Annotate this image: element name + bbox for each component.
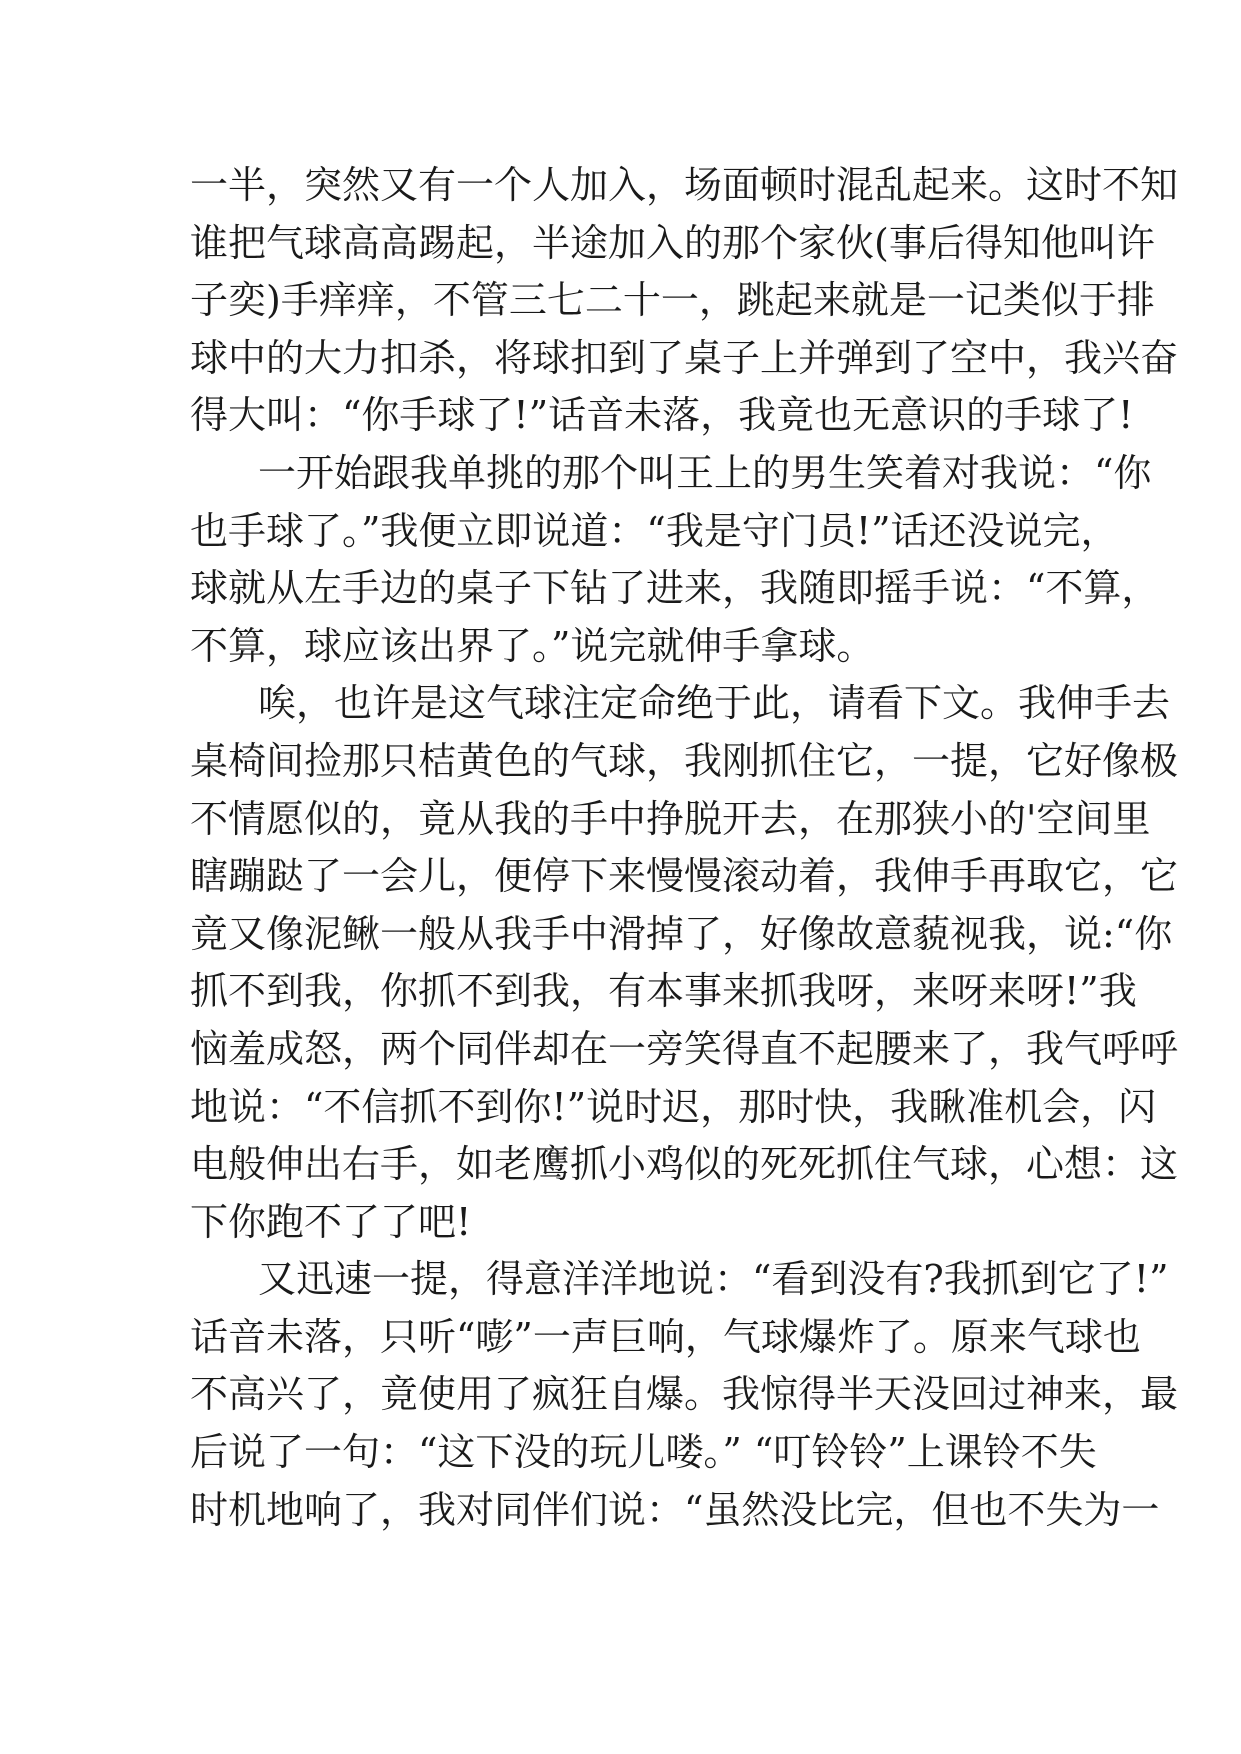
text-line: 得大叫：“你手球了!”话音未落，我竟也无意识的手球了! — [190, 393, 1134, 438]
text-line: 后说了一句：“这下没的玩儿喽。” “叮铃铃”上课铃不失 — [190, 1430, 1097, 1475]
text-line: 竟又像泥鳅一般从我手中滑掉了，好像故意藐视我，说:“你 — [190, 911, 1173, 956]
text-line: 不情愿似的，竟从我的手中挣脱开去，在那狭小的'空间里 — [190, 796, 1151, 841]
text-line: 话音未落，只听“嘭”一声巨响，气球爆炸了。原来气球也 — [190, 1314, 1141, 1359]
text-line: 电般伸出右手，如老鹰抓小鸡似的死死抓住气球，心想：这 — [190, 1142, 1179, 1187]
text-line: 一开始跟我单挑的那个叫王上的男生笑着对我说：“你 — [258, 450, 1152, 495]
text-line: 瞎蹦跶了一会儿，便停下来慢慢滚动着，我伸手再取它，它 — [190, 854, 1179, 899]
text-line: 球中的大力扣杀，将球扣到了桌子上并弹到了空中，我兴奋 — [190, 335, 1179, 380]
text-line: 子奕)手痒痒，不管三七二十一，跳起来就是一记类似于排 — [190, 278, 1155, 323]
body-text — [190, 157, 1179, 1539]
text-line: 不高兴了，竟使用了疯狂自爆。我惊得半天没回过神来，最 — [190, 1372, 1179, 1417]
text-line: 抓不到我，你抓不到我，有本事来抓我呀，来呀来呀!”我 — [190, 969, 1137, 1014]
text-line: 也手球了。”我便立即说道：“我是守门员!”话还没说完， — [190, 508, 1119, 553]
text-line: 下你跑不了了吧! — [190, 1199, 472, 1244]
text-line: 一半，突然又有一个人加入，场面顿时混乱起来。这时不知 — [190, 163, 1179, 207]
text-line: 又迅速一提，得意洋洋地说：“看到没有?我抓到它了!” — [258, 1257, 1169, 1302]
text-line: 球就从左手边的桌子下钻了进来，我随即摇手说：“不算， — [190, 566, 1160, 611]
text-line: 恼羞成怒，两个同伴却在一旁笑得直不起腰来了，我气呼呼 — [190, 1026, 1179, 1071]
text-line: 唉，也许是这气球注定命绝于此，请看下文。我伸手去 — [258, 681, 1171, 726]
text-line: 谁把气球高高踢起，半途加入的那个家伙(事后得知他叫许 — [190, 220, 1155, 265]
text-line: 时机地响了，我对同伴们说：“虽然没比完，但也不失为一 — [190, 1487, 1160, 1532]
text-line: 不算，球应该出界了。”说完就伸手拿球。 — [190, 623, 875, 668]
text-line: 桌椅间捡那只桔黄色的气球，我刚抓住它，一提，它好像极 — [190, 738, 1179, 783]
text-line: 地说：“不信抓不到你!”说时迟，那时快，我瞅准机会，闪 — [190, 1084, 1157, 1129]
